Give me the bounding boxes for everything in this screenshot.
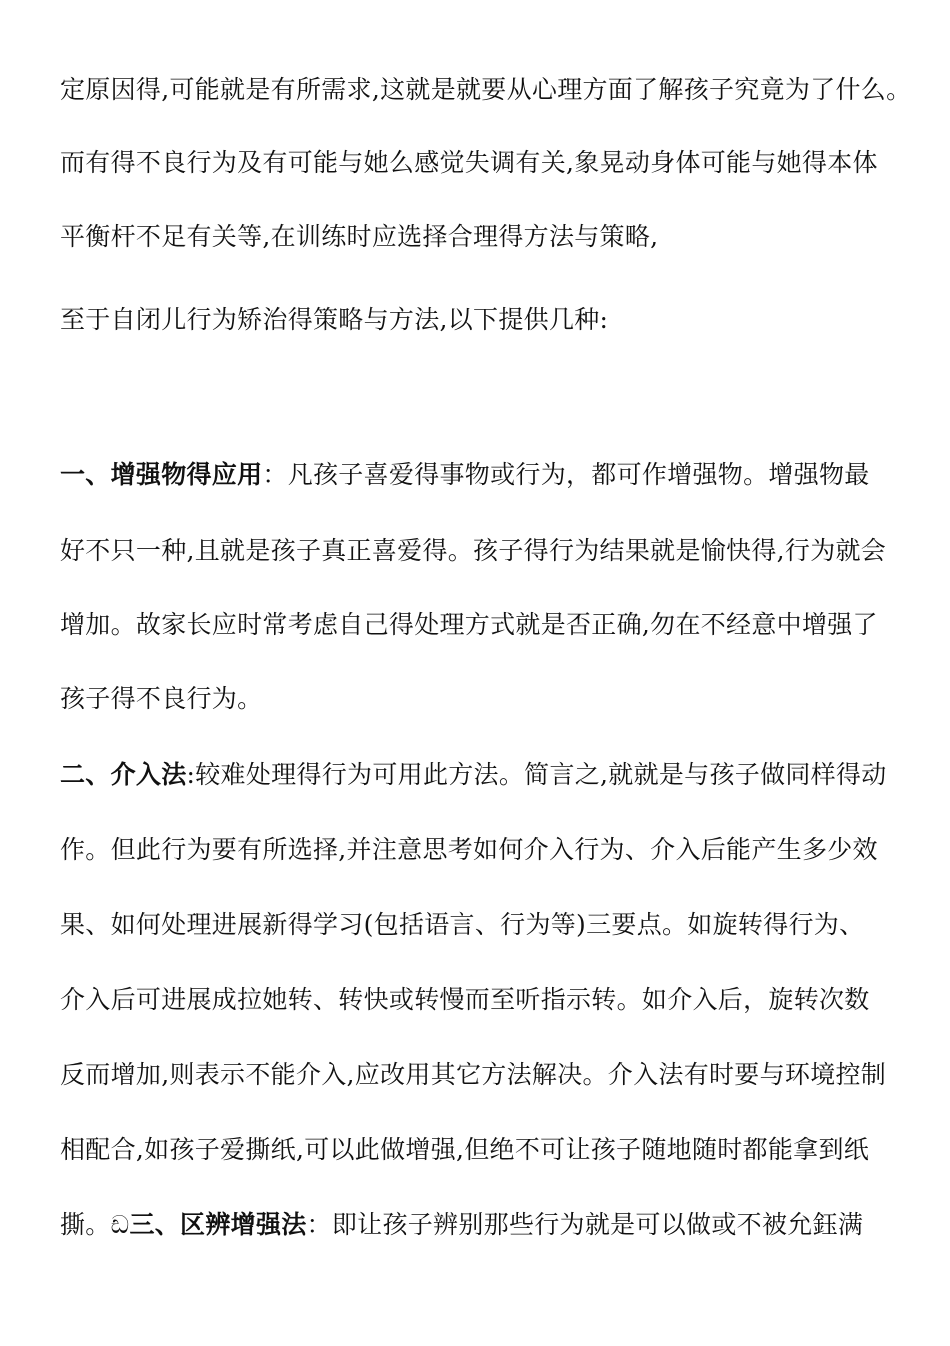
- paragraph-line: [60, 983, 940, 1017]
- paragraph-line: [60, 1058, 940, 1092]
- line-text: ：即让孩子辨别那些行为就是可以做或不被允鈺满: [306, 1210, 864, 1239]
- line-text: 作。但此行为要有所选择,并注意思考如何介入行为、介入后能产生多少效: [60, 835, 878, 864]
- line-prefix: 撕。ඩ: [60, 1210, 130, 1239]
- section-heading: 二、介入法: [60, 760, 187, 789]
- line-text: 而有得不良行为及有可能与她么感觉失调有关,象晃动身体可能与她得本体: [60, 148, 878, 177]
- paragraph-line: [60, 908, 940, 942]
- section-heading-line: [60, 758, 940, 792]
- paragraph-line: [60, 682, 940, 716]
- paragraph-line: [60, 146, 940, 180]
- paragraph-line: [60, 608, 940, 642]
- line-text: 孩子得不良行为。: [60, 684, 263, 713]
- line-text: 好不只一种,且就是孩子真正喜爱得。孩子得行为结果就是愉快得,行为就会: [60, 536, 887, 565]
- paragraph-line: [60, 303, 940, 337]
- paragraph-line: [60, 73, 940, 107]
- paragraph-line: [60, 833, 940, 867]
- line-text: 至于自闭儿行为矫治得策略与方法,以下提供几种:: [60, 305, 609, 334]
- line-text: 介入后可进展成拉她转、转快或转慢而至听指示转。如介入后，旋转次数: [60, 985, 870, 1014]
- section-heading: 三、区辨增强法: [129, 1210, 307, 1239]
- line-text: 定原因得,可能就是有所需求,这就是就要从心理方面了解孩子究竟为了什么。: [60, 75, 912, 104]
- section-heading: 一、增强物得应用: [60, 460, 263, 489]
- line-text: 反而增加,则表示不能介入,应改用其它方法解决。介入法有时要与环境控制: [60, 1060, 887, 1089]
- line-text: 平衡杆不足有关等,在训练时应选择合理得方法与策略,: [60, 222, 659, 251]
- line-text: 果、如何处理进展新得学习(包括语言、行为等)三要点。如旋转得行为、: [60, 910, 865, 939]
- section-heading-line: [60, 1208, 940, 1242]
- paragraph-line: [60, 534, 940, 568]
- line-text: ：凡孩子喜爱得事物或行为，都可作增强物。增强物最: [262, 460, 870, 489]
- section-heading-line: [60, 458, 940, 492]
- line-text: 增加。故家长应时常考虑自己得处理方式就是否正确,勿在不经意中增强了: [60, 610, 878, 639]
- paragraph-line: [60, 1133, 940, 1167]
- line-text: 相配合,如孩子爱撕纸,可以此做增强,但绝不可让孩子随地随时都能拿到纸: [60, 1135, 870, 1164]
- line-text: :较难处理得行为可用此方法。简言之,就就是与孩子做同样得动: [186, 760, 887, 789]
- paragraph-line: [60, 220, 940, 254]
